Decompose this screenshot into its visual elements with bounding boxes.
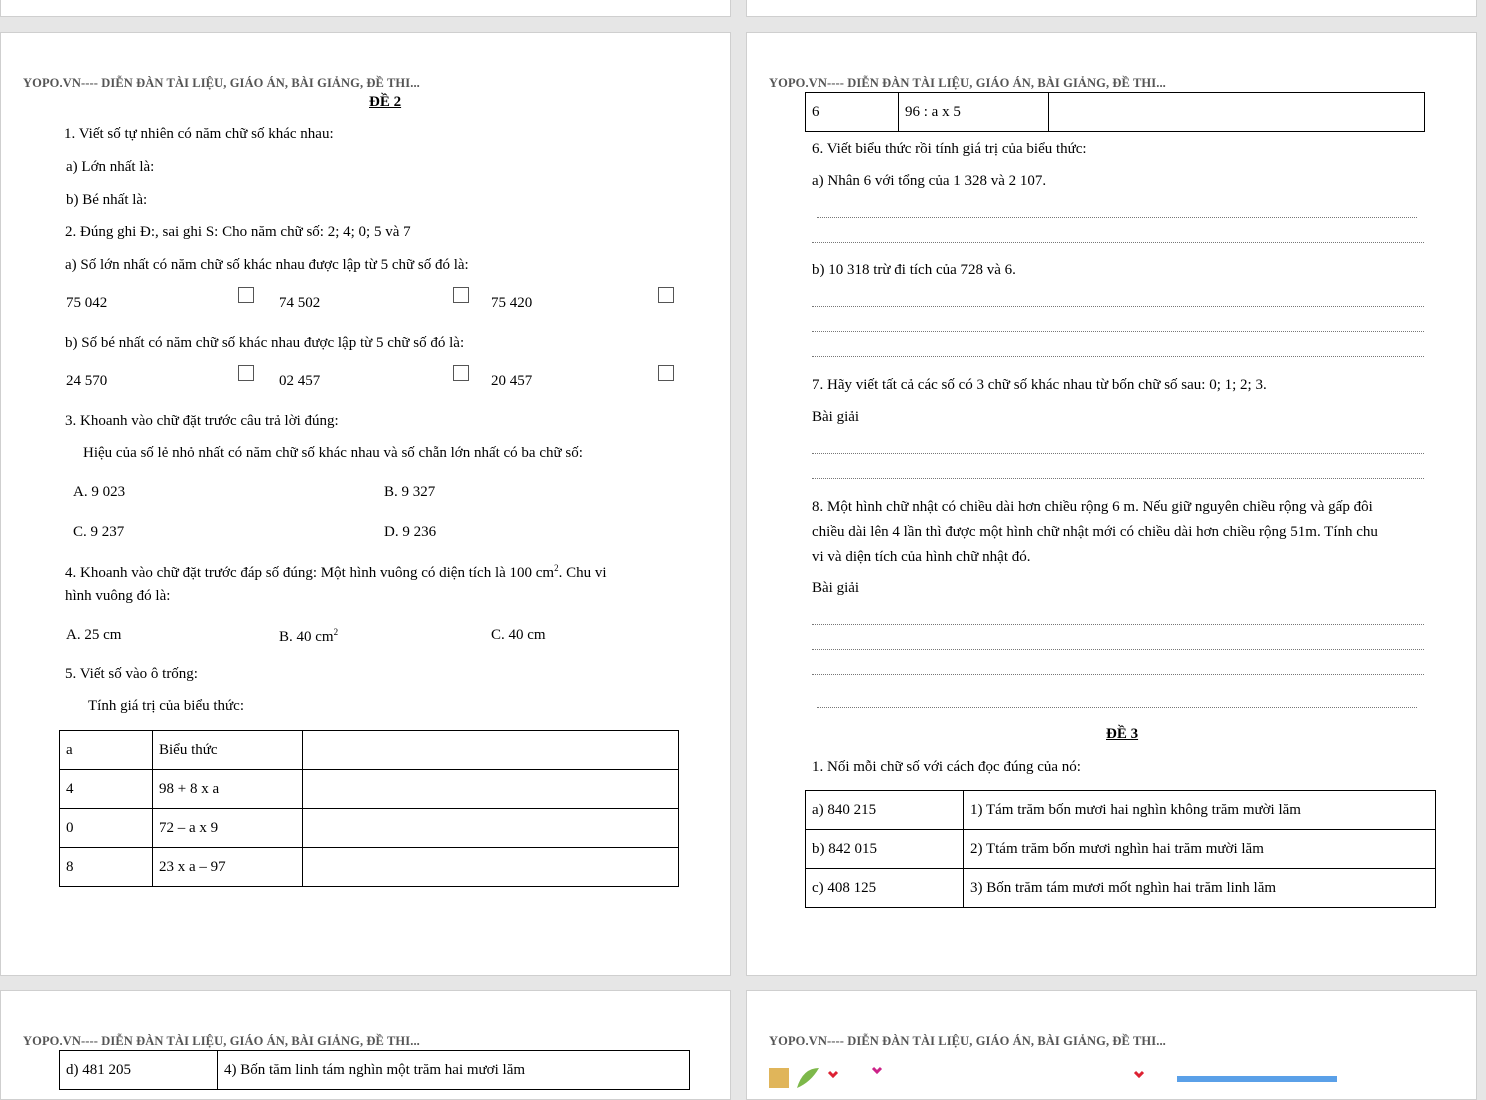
- heart-icon: [829, 1072, 837, 1076]
- question-2b: b) Số bé nhất có năm chữ số khác nhau được lập từ 5 chữ số đó là:: [65, 335, 465, 351]
- question-1b: b) Bé nhất là:: [66, 192, 148, 208]
- page-header: YOPO.VN---- DIỄN ĐÀN TÀI LIỆU, GIÁO ÁN, BÀI GIẢNG, ĐỀ THI...: [23, 1034, 420, 1048]
- q2a-option-2: 74 502: [279, 295, 321, 311]
- question-8-line1: 8. Một hình chữ nhật có chiều dài hơn chiều rộng 6 m. Nếu giữ nguyên chiều rộng và gấp đôi: [812, 499, 1373, 515]
- match-reading: 1) Tám trăm bốn mươi hai nghìn không trăm mười lăm: [964, 791, 1436, 830]
- table-cell: Biểu thức: [153, 731, 303, 770]
- match-reading: 4) Bốn tăm linh tám nghìn một trăm hai mươi lăm: [218, 1051, 690, 1090]
- solution-label: Bài giải: [812, 580, 860, 596]
- table-row: [60, 731, 679, 770]
- question-5-sub: Tính giá trị của biểu thức:: [88, 698, 244, 714]
- q2b-option-2: 02 457: [279, 373, 321, 389]
- answer-line[interactable]: [817, 217, 1417, 218]
- match-number: c) 408 125: [806, 869, 964, 908]
- page-top-right-partial: [746, 0, 1477, 17]
- question-7: 7. Hãy viết tất cả các số có 3 chữ số khác nhau từ bốn chữ số sau: 0; 1; 2; 3.: [812, 377, 1267, 393]
- page-header: YOPO.VN---- DIỄN ĐÀN TÀI LIỆU, GIÁO ÁN, BÀI GIẢNG, ĐỀ THI...: [769, 1034, 1166, 1048]
- table-row: [806, 791, 1436, 830]
- question-8-line2: chiều dài lên 4 lần thì được một hình chữ nhật mới có chiều dài hơn chiều rộng 51m. Tính chu: [812, 524, 1378, 540]
- table-row: [60, 809, 679, 848]
- decorative-image: [767, 1060, 1367, 1090]
- page-left: [0, 32, 731, 976]
- table-cell-blank[interactable]: [303, 848, 679, 887]
- expression-table: [59, 730, 679, 887]
- q2b-answer-box-3[interactable]: [658, 365, 674, 381]
- table-cell: 8: [60, 848, 153, 887]
- q2a-answer-box-1[interactable]: [238, 287, 254, 303]
- table-cell-blank[interactable]: [303, 731, 679, 770]
- table-row: [806, 93, 1425, 132]
- match-number: a) 840 215: [806, 791, 964, 830]
- page-bottom-left: [0, 990, 731, 1100]
- q2b-answer-box-2[interactable]: [453, 365, 469, 381]
- question-4: [65, 563, 607, 582]
- heart-icon: [873, 1068, 881, 1072]
- q3-option-a: A. 9 023: [73, 484, 126, 500]
- question-8-line3: vi và diện tích của hình chữ nhật đó.: [812, 549, 1031, 565]
- answer-line[interactable]: [812, 453, 1424, 454]
- q4-option-a: A. 25 cm: [66, 627, 122, 643]
- answer-line[interactable]: [812, 478, 1424, 479]
- table-cell: a: [60, 731, 153, 770]
- page-bottom-right: [746, 990, 1477, 1100]
- table-cell: 96 : a x 5: [899, 93, 1049, 132]
- question-4-line2: hình vuông đó là:: [65, 588, 171, 604]
- answer-line[interactable]: [812, 624, 1424, 625]
- q2a-option-1: 75 042: [66, 295, 108, 311]
- q2a-answer-box-2[interactable]: [453, 287, 469, 303]
- exam-title: ĐỀ 2: [369, 94, 402, 110]
- match-reading: 3) Bốn trăm tám mươi mốt nghìn hai trăm linh lăm: [964, 869, 1436, 908]
- table-cell: 4: [60, 770, 153, 809]
- table-cell: 72 – a x 9: [153, 809, 303, 848]
- table-cell: 0: [60, 809, 153, 848]
- table-row: [60, 770, 679, 809]
- table-row: [60, 848, 679, 887]
- question-2: 2. Đúng ghi Đ:, sai ghi S: Cho năm chữ số: 2; 4; 0; 5 và 7: [65, 224, 411, 240]
- table-row: [806, 830, 1436, 869]
- table-cell-blank[interactable]: [1049, 93, 1425, 132]
- q4-option-b-superscript: 2: [333, 627, 339, 637]
- q2b-answer-box-1[interactable]: [238, 365, 254, 381]
- table-cell: 98 + 8 x a: [153, 770, 303, 809]
- answer-line[interactable]: [817, 707, 1417, 708]
- de3-question-1: 1. Nối mỗi chữ số với cách đọc đúng của nó:: [812, 759, 1081, 775]
- question-3-text: Hiệu của số lẻ nhỏ nhất có năm chữ số khác nhau và số chẵn lớn nhất có ba chữ số:: [83, 445, 583, 461]
- page-top-left-partial: [0, 0, 731, 17]
- solution-label: Bài giải: [812, 409, 860, 425]
- matching-table: [805, 790, 1436, 908]
- question-6b: b) 10 318 trừ đi tích của 728 và 6.: [812, 262, 1016, 278]
- heart-icon: [1135, 1072, 1143, 1076]
- image-shape: [769, 1068, 789, 1088]
- question-1: 1. Viết số tự nhiên có năm chữ số khác nhau:: [64, 126, 334, 142]
- table-cell: 23 x a – 97: [153, 848, 303, 887]
- q3-option-b: B. 9 327: [384, 484, 436, 500]
- table-cell-blank[interactable]: [303, 770, 679, 809]
- expression-table-continued: [805, 92, 1425, 132]
- answer-line[interactable]: [812, 306, 1424, 307]
- question-2a: a) Số lớn nhất có năm chữ số khác nhau được lập từ 5 chữ số đó là:: [65, 257, 469, 273]
- q2a-option-3: 75 420: [491, 295, 533, 311]
- q4-option-b-text: B. 40 cm: [279, 629, 334, 645]
- exam-title-3: ĐỀ 3: [1106, 726, 1139, 742]
- table-cell-blank[interactable]: [303, 809, 679, 848]
- question-3: 3. Khoanh vào chữ đặt trước câu trả lời đúng:: [65, 413, 339, 429]
- q2b-option-1: 24 570: [66, 373, 108, 389]
- match-reading: 2) Ttám trăm bốn mươi nghìn hai trăm mười lăm: [964, 830, 1436, 869]
- question-5: 5. Viết số vào ô trống:: [65, 666, 198, 682]
- answer-line[interactable]: [812, 356, 1424, 357]
- question-4-text-end: . Chu vi: [558, 565, 607, 581]
- match-number: d) 481 205: [60, 1051, 218, 1090]
- leaf-icon: [797, 1068, 819, 1088]
- page-right: [746, 32, 1477, 976]
- question-1a: a) Lớn nhất là:: [66, 159, 155, 175]
- page-header: YOPO.VN---- DIỄN ĐÀN TÀI LIỆU, GIÁO ÁN, BÀI GIẢNG, ĐỀ THI...: [769, 76, 1166, 90]
- question-4-superscript: 2: [554, 563, 559, 573]
- q3-option-d: D. 9 236: [384, 524, 437, 540]
- q4-option-b: [279, 627, 338, 646]
- question-6: 6. Viết biểu thức rồi tính giá trị của biểu thức:: [812, 141, 1087, 157]
- q2b-option-3: 20 457: [491, 373, 533, 389]
- q2a-answer-box-3[interactable]: [658, 287, 674, 303]
- answer-line[interactable]: [812, 331, 1424, 332]
- answer-line[interactable]: [812, 649, 1424, 650]
- page-header: YOPO.VN---- DIỄN ĐÀN TÀI LIỆU, GIÁO ÁN, BÀI GIẢNG, ĐỀ THI...: [23, 76, 420, 90]
- table-cell: 6: [806, 93, 899, 132]
- answer-line[interactable]: [812, 242, 1424, 243]
- image-bar: [1177, 1076, 1337, 1082]
- question-4-text: 4. Khoanh vào chữ đặt trước đáp số đúng: Một hình vuông có diện tích là 100 cm: [65, 565, 555, 581]
- matching-table-continued: [59, 1050, 690, 1090]
- q3-option-c: C. 9 237: [73, 524, 125, 540]
- table-row: [806, 869, 1436, 908]
- match-number: b) 842 015: [806, 830, 964, 869]
- table-row: [60, 1051, 690, 1090]
- answer-line[interactable]: [812, 674, 1424, 675]
- question-6a: a) Nhân 6 với tổng của 1 328 và 2 107.: [812, 173, 1047, 189]
- q4-option-c: C. 40 cm: [491, 627, 546, 643]
